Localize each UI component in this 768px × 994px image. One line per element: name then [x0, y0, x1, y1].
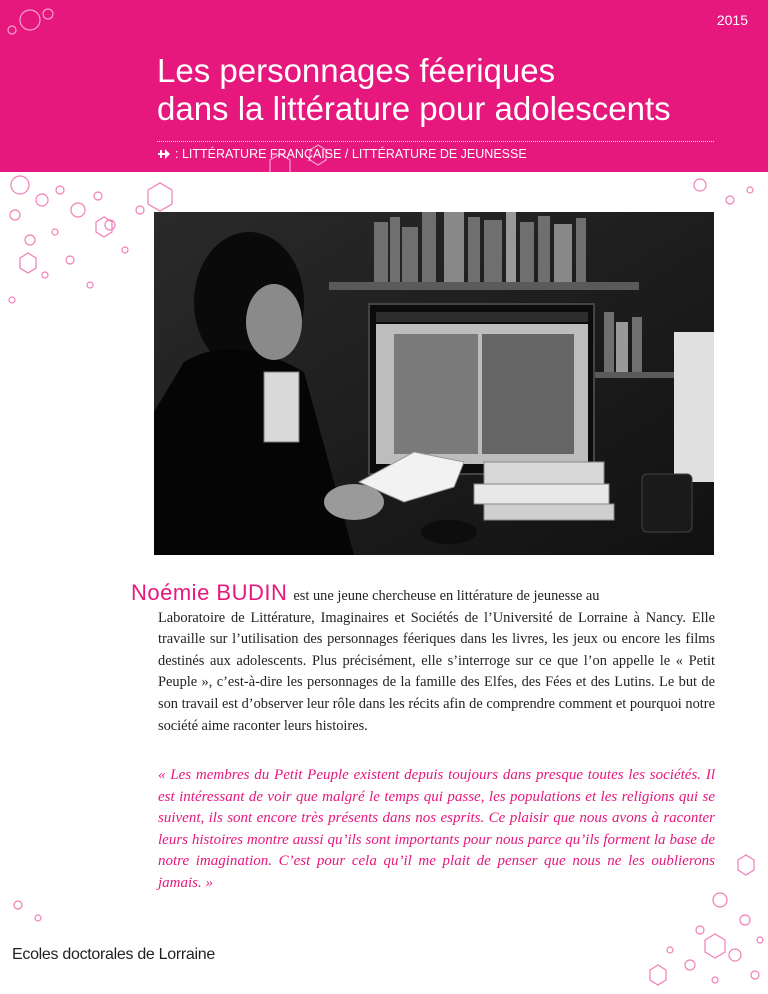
footer-label: Ecoles doctorales de Lorraine	[12, 946, 215, 963]
photo	[154, 212, 714, 555]
category-label: : LITTÉRATURE FRANÇAISE / LITTÉRATURE DE JEUNESSE	[175, 147, 527, 161]
title-line-1: Les personnages féeriques	[157, 52, 556, 89]
intro-body: Laboratoire de Littérature, Imaginaires et Sociétés de l’Université de Lorraine à Nancy. Elle travaille sur l’utilisation des personnages féeriques dans les livres, les jeux ou encore les films destinés aux adolescents. Plus précisément, elle s’interroge sur ce que l’on appelle le « Petit Peuple », c’est-à-dire les personnages de la famille des Elfes, des Fées et des Lutins. Le but de son travail est d’observer leur rôle dans les récits afin de comprendre comment et pourquoi notre société aime raconter leurs histoires.	[158, 609, 715, 734]
title-line-2: dans la littérature pour adolescents	[157, 90, 671, 127]
author-name: Noémie BUDIN	[131, 580, 288, 605]
year-label: 2015	[716, 12, 748, 28]
intro-paragraph	[131, 582, 715, 737]
intro-first-line: est une jeune chercheuse en littérature de jeunesse au	[293, 588, 600, 604]
quote-block: « Les membres du Petit Peuple existent depuis toujours dans presque toutes les sociétés. Il est intéressant de voir que malgré le temps qui passe, les populations et les religions qui se suivent, ils sont encore très présents dans nos esprits. Ce plaisir que nous avons à raconter leurs histoires montre aussi qu’ils sont importants pour nous parce qu’ils forment la base de notre imagination. C’est pour cela qu’il me plait de penser que nous ne les oublierons jamais. »	[158, 767, 715, 891]
